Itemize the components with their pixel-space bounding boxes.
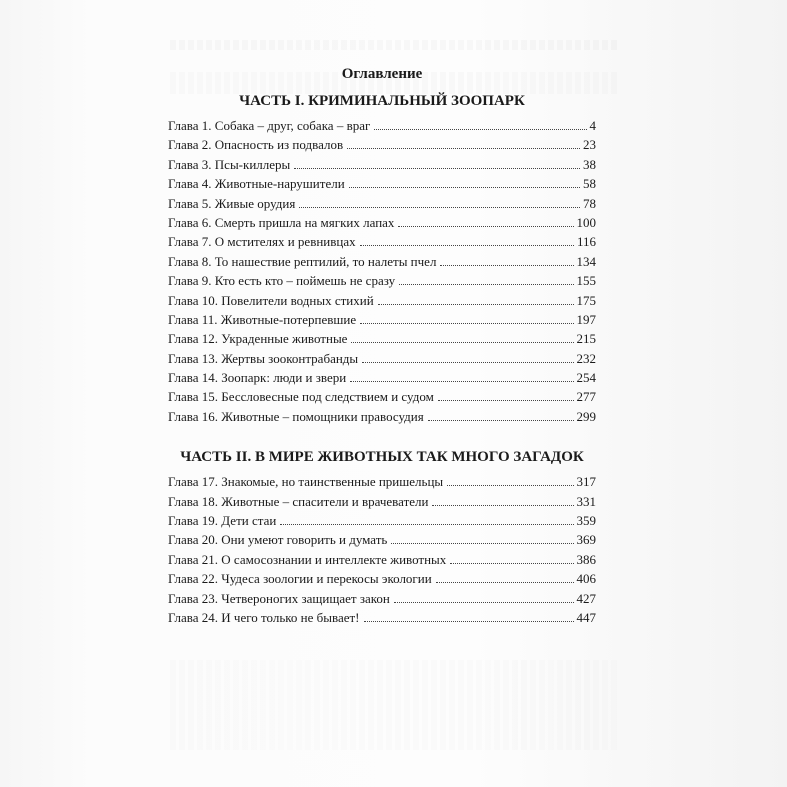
toc-entry: [168, 329, 596, 348]
chapter-title: Глава 7. О мстителях и ревнивцах: [168, 234, 356, 250]
toc-entry: [168, 589, 596, 608]
chapter-title: Глава 1. Собака – друг, собака – враг: [168, 118, 371, 133]
page-number: 277: [576, 389, 596, 405]
page-number: 406: [576, 571, 596, 587]
chapter-title: Глава 21. О самосознании и интеллекте животных: [168, 551, 447, 567]
chapter-title: Глава 6. Смерть пришла на мягких лапах: [168, 214, 395, 230]
dot-leader: [294, 168, 580, 169]
dot-leader: [399, 284, 573, 285]
toc-title: Оглавление: [341, 66, 423, 82]
page-number: 175: [576, 292, 596, 308]
part-2-title: ЧАСТЬ II. В МИРЕ ЖИВОТНЫХ ТАК МНОГО ЗАГАДОК: [180, 449, 584, 466]
dot-leader: [299, 207, 580, 208]
page-number: 331: [576, 493, 596, 509]
dot-leader: [374, 129, 586, 130]
dot-leader: [440, 265, 573, 266]
toc-entry: [168, 550, 596, 569]
part-2-chapter-list: [168, 472, 596, 627]
toc-entry: [168, 569, 596, 588]
toc-entry: [168, 174, 596, 193]
page-number: 317: [576, 474, 596, 490]
chapter-title: Глава 18. Животные – спасители и врачеватели: [168, 493, 429, 509]
chapter-title: Глава 13. Жертвы зооконтрабанды: [168, 350, 359, 366]
page-number: 100: [576, 214, 596, 230]
toc-entry: [168, 349, 596, 368]
toc-entry: [168, 530, 596, 549]
page-number: 116: [576, 234, 596, 250]
toc-entry: [168, 135, 596, 154]
page-number: 197: [576, 311, 596, 327]
chapter-title: Глава 5. Живые орудия: [168, 195, 296, 211]
chapter-title: Глава 8. То нашествие рептилий, то налеты пчел: [168, 253, 437, 269]
dot-leader: [398, 226, 573, 227]
page-number: 386: [576, 551, 596, 567]
dot-leader: [432, 505, 573, 506]
dot-leader: [351, 342, 573, 343]
toc-entry: [168, 116, 596, 135]
page-number: 78: [583, 195, 596, 211]
toc-entry: [168, 271, 596, 290]
chapter-title: Глава 17. Знакомые, но таинственные пришельцы: [168, 474, 444, 490]
page-number: 134: [576, 253, 596, 269]
page-number: 155: [576, 273, 596, 289]
chapter-title: Глава 19. Дети стаи: [168, 513, 277, 529]
part-1-chapter-list: [168, 116, 596, 426]
dot-leader: [349, 187, 580, 188]
dot-leader: [362, 362, 573, 363]
page-number: 232: [576, 350, 596, 366]
page-number: 369: [576, 532, 596, 548]
toc-entry: [168, 387, 596, 406]
toc-entry: [168, 511, 596, 530]
toc-entry: [168, 291, 596, 310]
page-number: 23: [583, 137, 596, 153]
part-1-title: ЧАСТЬ I. КРИМИНАЛЬНЫЙ ЗООПАРК: [239, 93, 525, 109]
chapter-title: Глава 10. Повелители водных стихий: [168, 292, 374, 308]
chapter-title: Глава 2. Опасность из подвалов: [168, 137, 344, 153]
chapter-title: Глава 20. Они умеют говорить и думать: [168, 532, 388, 548]
page-number: 215: [576, 331, 596, 347]
chapter-title: Глава 22. Чудеса зоологии и перекосы экологии: [168, 571, 432, 587]
dot-leader: [436, 582, 574, 583]
dot-leader: [428, 420, 574, 421]
page-number: 58: [583, 176, 596, 192]
dot-leader: [360, 245, 574, 246]
chapter-title: Глава 15. Бессловесные под следствием и судом: [168, 389, 434, 405]
toc-entry: [168, 194, 596, 213]
page-number: 38: [583, 156, 596, 172]
chapter-title: Глава 11. Животные-потерпевшие: [168, 311, 357, 327]
page-number: 4: [589, 118, 596, 133]
dot-leader: [447, 485, 573, 486]
page-number: 447: [576, 609, 596, 625]
page-number: 254: [576, 370, 596, 386]
toc-entry: [168, 368, 596, 387]
toc-entry: [168, 213, 596, 232]
chapter-title: Глава 9. Кто есть кто – поймешь не сразу: [168, 273, 396, 289]
dot-leader: [364, 621, 574, 622]
toc-entry: [168, 155, 596, 174]
dot-leader: [394, 602, 574, 603]
dot-leader: [347, 148, 580, 149]
dot-leader: [391, 543, 573, 544]
toc-entry: [168, 472, 596, 491]
page-number: 359: [576, 513, 596, 529]
toc-entry: [168, 608, 596, 627]
dot-leader: [378, 304, 574, 305]
dot-leader: [360, 323, 573, 324]
toc-entry: [168, 492, 596, 511]
chapter-title: Глава 24. И чего только не бывает!: [168, 609, 360, 625]
show-through-text: [170, 660, 620, 750]
chapter-title: Глава 23. Четвероногих защищает закон: [168, 590, 390, 606]
dot-leader: [438, 400, 574, 401]
dot-leader: [350, 381, 573, 382]
chapter-title: Глава 3. Псы-киллеры: [168, 156, 291, 172]
toc-entry: [168, 310, 596, 329]
chapter-title: Глава 16. Животные – помощники правосудия: [168, 408, 424, 424]
table-of-contents: [168, 64, 596, 627]
show-through-text: [170, 40, 620, 50]
chapter-title: Глава 12. Украденные животные: [168, 331, 348, 347]
toc-entry: [168, 232, 596, 251]
toc-entry: [168, 252, 596, 271]
chapter-title: Глава 14. Зоопарк: люди и звери: [168, 370, 347, 386]
toc-entry: [168, 407, 596, 426]
page-number: 427: [576, 590, 596, 606]
chapter-title: Глава 4. Животные-нарушители: [168, 176, 345, 192]
dot-leader: [280, 524, 573, 525]
page-number: 299: [576, 408, 596, 424]
dot-leader: [450, 563, 573, 564]
